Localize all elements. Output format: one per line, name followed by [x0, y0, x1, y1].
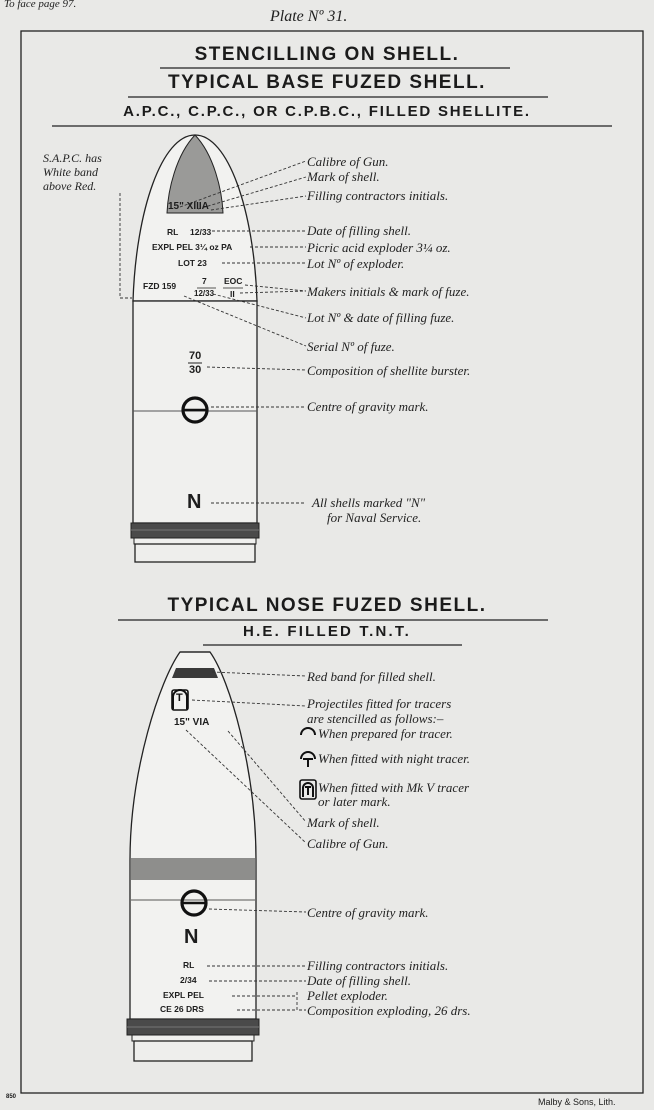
label-makers: Makers initials & mark of fuze.: [307, 284, 470, 299]
stencil-calibre-mark-2: 15" VIA: [174, 717, 210, 728]
stencil-fuze-mark-top: EOC: [224, 276, 243, 286]
stencil-fuze-lot-bottom: 12/33: [194, 289, 215, 298]
label-tracer-mkv-1: When fitted with Mk V tracer: [318, 780, 470, 795]
stencil-rl-2: RL: [183, 960, 195, 970]
sapc-note: S.A.P.C. has White band above Red.: [43, 151, 102, 193]
label-tracers-1: Projectiles fitted for tracers: [307, 696, 452, 711]
plate-number: Plate Nº 31.: [270, 8, 348, 25]
printer-credit: Malby & Sons, Lith.: [538, 1097, 616, 1107]
section1-title: TYPICAL BASE FUZED SHELL.: [168, 72, 486, 93]
label-lot-exploder: Lot Nº of exploder.: [307, 256, 405, 271]
label-filling-initials: Filling contractors initials.: [307, 188, 449, 203]
section2-subtitle: H.E. FILLED T.N.T.: [243, 623, 411, 640]
label-serial-fuze: Serial Nº of fuze.: [307, 339, 395, 354]
label-pellet: Pellet exploder.: [307, 988, 388, 1003]
label-calibre: Calibre of Gun.: [307, 154, 389, 169]
label-red-band: Red band for filled shell.: [307, 669, 436, 684]
plate-code: 850: [6, 1094, 17, 1100]
face-page-note: To face page 97.: [4, 0, 77, 10]
stencil-comp-bottom: 30: [189, 364, 202, 376]
stencil-naval-n-2: N: [184, 926, 199, 948]
stencil-expl-2: EXPL PEL: [163, 990, 204, 1000]
label-tracers-2: are stencilled as follows:–: [307, 711, 444, 726]
label-lot-date-fuze: Lot Nº & date of filling fuze.: [307, 310, 455, 325]
label-centre-gravity-1: Centre of gravity mark.: [307, 399, 429, 414]
tracer-prepared-icon: [301, 728, 315, 735]
tracer-legend-icons: [300, 728, 316, 799]
stencil-calibre-mark: 15" XIIIA: [168, 201, 209, 212]
tracer-night-icon: [301, 752, 315, 759]
stencil-rl: RL: [167, 227, 179, 237]
label-composition: Composition of shellite burster.: [307, 363, 471, 378]
main-title: STENCILLING ON SHELL.: [194, 44, 460, 65]
stencil-fzd: FZD 159: [143, 281, 177, 291]
stencil-fuze-mark-bottom: II: [230, 289, 235, 299]
label-date-filling-2: Date of filling shell.: [307, 973, 411, 988]
stencil-naval-n: N: [187, 491, 202, 513]
label-tracer-mkv-2: or later mark.: [318, 794, 391, 809]
label-picric: Picric acid exploder 3¼ oz.: [307, 240, 451, 255]
section2-title: TYPICAL NOSE FUZED SHELL.: [167, 595, 487, 616]
stencil-tracer-symbol: T: [176, 692, 183, 704]
label-calibre-2: Calibre of Gun.: [307, 836, 389, 851]
label-mark-2: Mark of shell.: [307, 815, 380, 830]
stencil-fuze-lot-top: 7: [202, 276, 207, 286]
label-naval-1: All shells marked "N": [312, 495, 426, 510]
stencil-lot: LOT 23: [178, 258, 207, 268]
label-filling-initials-2: Filling contractors initials.: [307, 958, 449, 973]
label-tracer-prepared: When prepared for tracer.: [318, 726, 453, 741]
stencil-ce: CE 26 DRS: [160, 1004, 204, 1014]
section1-subtitle: A.P.C., C.P.C., OR C.P.B.C., FILLED SHELLITE.: [123, 103, 531, 120]
stencil-expl: EXPL PEL 3¼ oz PA: [152, 242, 233, 252]
stencil-date-2: 2/34: [180, 975, 197, 985]
label-composition-2: Composition exploding, 26 drs.: [307, 1003, 471, 1018]
label-centre-gravity-2: Centre of gravity mark.: [307, 905, 429, 920]
label-tracer-night: When fitted with night tracer.: [318, 751, 471, 766]
label-mark: Mark of shell.: [307, 169, 380, 184]
stencil-comp-top: 70: [189, 350, 202, 362]
label-naval-2: for Naval Service.: [327, 510, 422, 525]
label-date-filling: Date of filling shell.: [307, 223, 411, 238]
stencil-date: 12/33: [190, 227, 212, 237]
